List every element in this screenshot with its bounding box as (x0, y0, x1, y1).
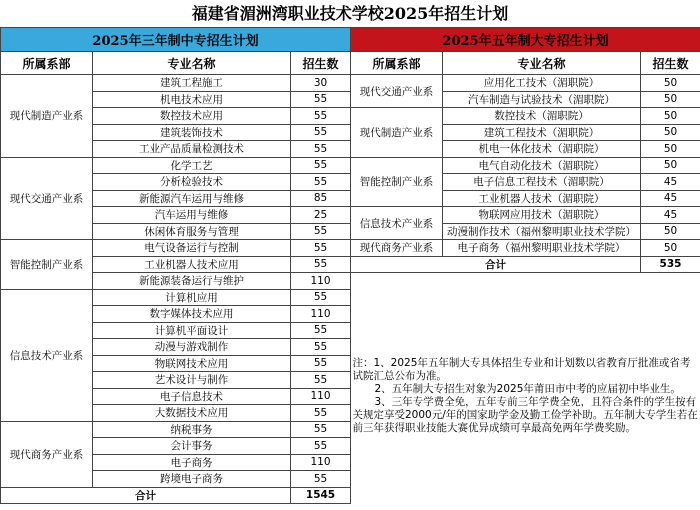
major-name-cell: 工业产品质量检测技术 (93, 141, 291, 158)
major-name-cell: 休闲体育服务与管理 (93, 223, 291, 240)
quota-cell: 55 (291, 421, 351, 438)
dept-cell: 现代制造产业系 (351, 108, 443, 158)
quota-cell: 55 (291, 438, 351, 455)
major-name-cell: 电气设备运行与控制 (93, 240, 291, 257)
dept-cell: 智能控制产业系 (1, 240, 93, 290)
plan-header: 2025年三年制中专招生计划 (1, 28, 351, 52)
total-label: 合计 (1, 487, 291, 503)
dept-cell: 信息技术产业系 (351, 207, 443, 240)
quota-cell: 45 (641, 190, 700, 207)
dept-cell: 现代制造产业系 (1, 75, 93, 158)
five-year-plan-table (350, 27, 700, 507)
major-name-cell: 分析检验技术 (93, 174, 291, 191)
table-row (1, 75, 351, 92)
total-label: 合计 (351, 256, 641, 272)
major-name-cell: 工业机器人技术应用 (93, 256, 291, 273)
major-name-cell: 纳税事务 (93, 421, 291, 438)
major-name-cell: 会计事务 (93, 438, 291, 455)
quota-cell: 45 (641, 207, 700, 224)
major-name-cell: 新能源汽车运用与维修 (93, 190, 291, 207)
quota-cell: 50 (641, 157, 700, 174)
page-title: 福建省湄洲湾职业技术学校2025年招生计划 (191, 4, 509, 23)
quota-cell: 50 (641, 108, 700, 125)
quota-cell: 50 (641, 75, 700, 92)
quota-cell: 55 (291, 141, 351, 158)
three-year-plan-table (0, 27, 351, 504)
note-line: 2、五年制大专招生对象为2025年莆田市中考的应届初中毕业生。 (374, 383, 681, 395)
quota-cell: 30 (291, 75, 351, 92)
quota-cell: 45 (641, 174, 700, 191)
major-name-cell: 计算机应用 (93, 289, 291, 306)
quota-cell: 55 (291, 174, 351, 191)
major-name-cell: 大数据技术应用 (93, 405, 291, 422)
table-row (351, 157, 700, 174)
major-name-cell: 计算机平面设计 (93, 322, 291, 339)
dept-cell: 智能控制产业系 (351, 157, 443, 207)
major-name-cell: 化学工艺 (93, 157, 291, 174)
quota-cell: 85 (291, 190, 351, 207)
major-name-cell: 数字媒体技术应用 (93, 306, 291, 323)
major-name-cell: 建筑工程施工 (93, 75, 291, 92)
total-row (1, 487, 351, 503)
quota-cell: 55 (291, 240, 351, 257)
major-name-cell: 跨境电子商务 (93, 471, 291, 488)
quota-cell: 50 (641, 240, 700, 257)
quota-cell: 55 (291, 223, 351, 240)
note-line: 注：1、2025年五年制大专具体招生专业和计划数以省教育厅批准或省考试院汇总公布为准。 (352, 357, 691, 382)
major-name-cell: 物联网应用技术（湄职院） (443, 207, 641, 224)
quota-cell: 50 (641, 91, 700, 108)
major-name-cell: 汽车运用与维修 (93, 207, 291, 224)
major-name-cell: 电气自动化技术（湄职院） (443, 157, 641, 174)
major-name-cell: 数控技术（湄职院） (443, 108, 641, 125)
table-row (351, 75, 700, 92)
quota-cell: 55 (291, 471, 351, 488)
quota-cell: 55 (291, 339, 351, 356)
major-name-cell: 机电一体化技术（湄职院） (443, 141, 641, 158)
quota-cell: 50 (641, 124, 700, 141)
quota-cell: 25 (291, 207, 351, 224)
dept-column-header: 所属系部 (351, 52, 443, 75)
quota-cell: 110 (291, 306, 351, 323)
plan-header: 2025年五年制大专招生计划 (351, 28, 700, 52)
column-header-row (351, 52, 700, 75)
quota-cell: 55 (291, 256, 351, 273)
quota-cell: 50 (641, 141, 700, 158)
quota-cell: 50 (641, 223, 700, 240)
major-name-cell: 动漫与游戏制作 (93, 339, 291, 356)
major-name-cell: 电子商务 (93, 454, 291, 471)
table-row (1, 421, 351, 438)
major-name-cell: 建筑工程技术（湄职院） (443, 124, 641, 141)
dept-cell: 现代商务产业系 (351, 240, 443, 257)
quota-cell: 55 (291, 372, 351, 389)
note-line: 3、三年专学费全免，五年专前三年学费全免，且符合条件的学生按有关规定享受2000元/年的国家助学金及勤工俭学补助。五年制大专学生若在前三年获得职业技能大赛优异成绩可享最高免两年学费奖励。 (352, 396, 698, 434)
table-row (351, 240, 700, 257)
major-name-cell: 工业机器人技术（湄职院） (443, 190, 641, 207)
quota-cell: 110 (291, 454, 351, 471)
major-name-cell: 数控技术应用 (93, 108, 291, 125)
quota-cell: 110 (291, 273, 351, 290)
major-name-cell: 动漫制作技术（福州黎明职业技术学院） (443, 223, 641, 240)
dept-cell: 现代交通产业系 (1, 157, 93, 240)
total-value: 535 (641, 256, 700, 272)
major-name-cell: 物联网技术应用 (93, 355, 291, 372)
table-row (351, 108, 700, 125)
dept-column-header: 所属系部 (1, 52, 93, 75)
major-name-cell: 新能源装备运行与维护 (93, 273, 291, 290)
table-row (1, 289, 351, 306)
notes-block (351, 357, 700, 507)
total-value: 1545 (291, 487, 351, 503)
total-row (351, 256, 700, 272)
major-column-header: 专业名称 (443, 52, 641, 75)
quota-cell: 55 (291, 157, 351, 174)
table-row (1, 240, 351, 257)
blank-area (351, 272, 700, 357)
table-row (351, 207, 700, 224)
quota-column-header: 招生数 (641, 52, 700, 75)
major-name-cell: 艺术设计与制作 (93, 372, 291, 389)
major-name-cell: 电子信息技术 (93, 388, 291, 405)
quota-cell: 110 (291, 388, 351, 405)
column-header-row (1, 52, 351, 75)
quota-cell: 55 (291, 91, 351, 108)
quota-cell: 55 (291, 405, 351, 422)
major-name-cell: 建筑装饰技术 (93, 124, 291, 141)
major-name-cell: 机电技术应用 (93, 91, 291, 108)
quota-cell: 55 (291, 289, 351, 306)
dept-cell: 信息技术产业系 (1, 289, 93, 421)
major-column-header: 专业名称 (93, 52, 291, 75)
table-row (1, 157, 351, 174)
major-name-cell: 电子商务（福州黎明职业技术学院） (443, 240, 641, 257)
quota-column-header: 招生数 (291, 52, 351, 75)
major-name-cell: 应用化工技术（湄职院） (443, 75, 641, 92)
major-name-cell: 电子信息工程技术（湄职院） (443, 174, 641, 191)
quota-cell: 55 (291, 124, 351, 141)
dept-cell: 现代交通产业系 (351, 75, 443, 108)
dept-cell: 现代商务产业系 (1, 421, 93, 487)
quota-cell: 55 (291, 322, 351, 339)
quota-cell: 55 (291, 355, 351, 372)
major-name-cell: 汽车制造与试验技术（湄职院） (443, 91, 641, 108)
quota-cell: 55 (291, 108, 351, 125)
